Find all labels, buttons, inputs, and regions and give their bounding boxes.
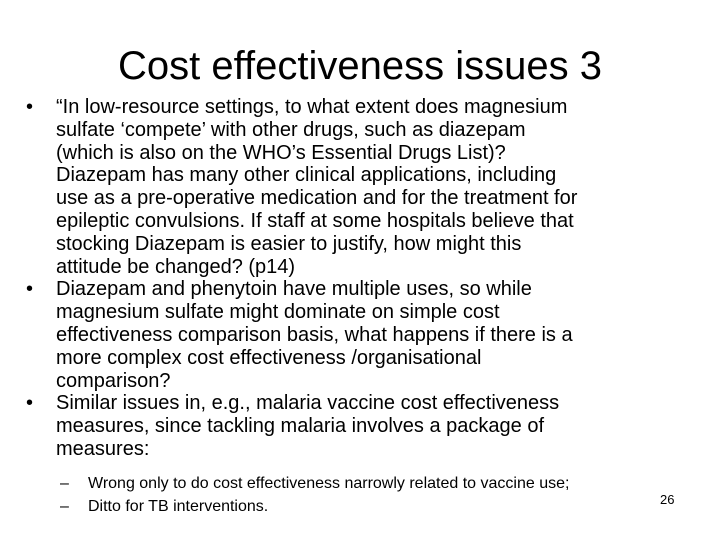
bullet-1-line-4: Diazepam has many other clinical applications, including [56,164,557,187]
bullet-3-line-2: measures, since tackling malaria involves a package of [56,415,545,438]
bullet-2-line-2: magnesium sulfate might dominate on simple cost [56,301,500,324]
bullet-1-line-1: “In low-resource settings, to what extent does magnesium [56,96,568,118]
bullet-2-line-3: effectiveness comparison basis, what happens if there is a [56,323,573,346]
bullet-2-line-1: Diazepam and phenytoin have multiple uses, so while [56,278,532,301]
sub-bullet-marker: – [60,497,69,515]
bullet-1 [26,96,702,278]
bullet-2-line-5: comparison? [56,369,171,392]
sub-bullet-1 [26,472,702,495]
bullet-1-line-5: use as a pre-operative medication and for the treatment for [56,187,578,210]
page-number: 26 [660,492,675,507]
bullet-1-line-8: attitude be changed? (p14) [56,255,296,278]
sub-bullet-1-text: Wrong only to do cost effectiveness narrowly related to vaccine use; [88,474,570,492]
bullet-1-line-2: sulfate ‘compete’ with other drugs, such as diazepam [56,118,526,141]
bullet-1-line-6: epileptic convulsions. If staff at some hospitals believe that [56,209,574,232]
slide-title: Cost effectiveness issues 3 [118,44,602,88]
sub-bullet-marker: – [60,474,69,492]
sub-bullet-2-text: Ditto for TB interventions. [88,497,269,515]
bullet-3-line-3: measures: [56,437,150,460]
bullet-1-line-3: (which is also on the WHO’s Essential Drugs List)? [56,141,506,164]
slide-body [26,96,702,518]
bullet-2 [26,278,702,392]
bullet-marker: • [26,96,34,118]
bullet-3-line-1: Similar issues in, e.g., malaria vaccine cost effectiveness [56,392,560,415]
bullet-1-line-7: stocking Diazepam is easier to justify, how might this [56,232,522,255]
bullet-2-line-4: more complex cost effectiveness /organisational [56,346,482,369]
bullet-marker: • [26,392,34,415]
bullet-marker: • [26,278,34,301]
bullet-3 [26,392,702,460]
sub-bullet-2 [26,495,702,518]
sub-bullet-list [26,472,702,518]
